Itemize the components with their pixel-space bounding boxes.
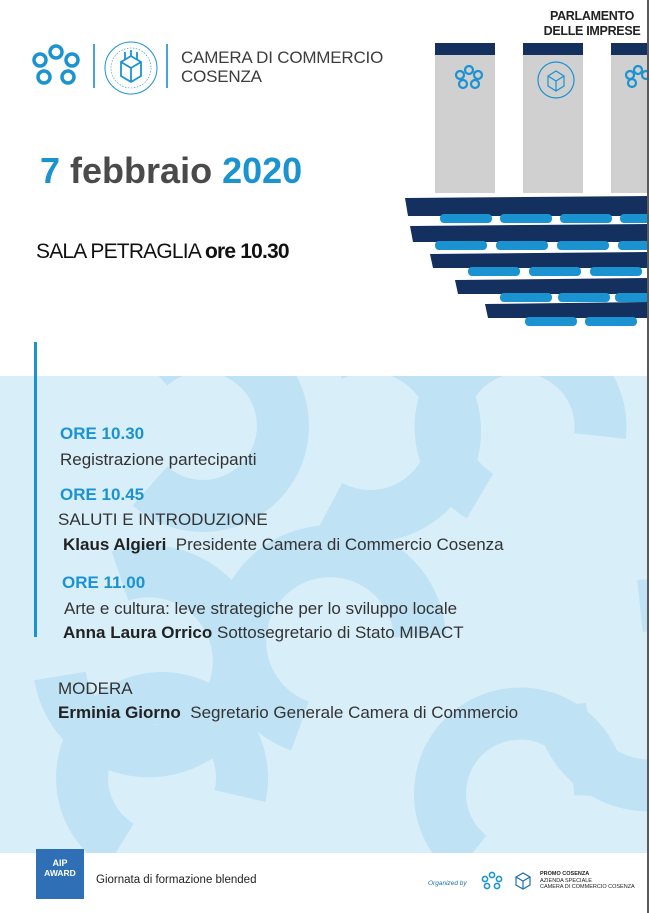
program-time-2: ORE 10.45 xyxy=(60,485,145,504)
program-time-3: ORE 11.00 xyxy=(62,573,146,592)
promo-flower-logo-icon xyxy=(481,871,503,891)
footer-tagline: Giornata di formazione blended xyxy=(96,874,257,886)
organization-name xyxy=(181,48,383,86)
chamber-flower-logo-icon xyxy=(30,42,82,88)
org-name-line2: COSENZA xyxy=(181,67,262,86)
venue-time: ore 10.30 xyxy=(204,240,289,263)
program-time-1: ORE 10.30 xyxy=(60,424,145,443)
promo-cosenza-text xyxy=(540,871,635,891)
speaker-name: Anna Laura Orrico xyxy=(63,623,213,642)
promo-line2: AZIENDA SPECIALE xyxy=(540,877,592,884)
moderator-name: Erminia Giorno xyxy=(58,703,181,722)
seating-rows xyxy=(405,196,649,326)
org-name-line1: CAMERA DI COMMERCIO xyxy=(181,48,384,67)
logo-divider xyxy=(93,44,95,88)
program-title-2: SALUTI E INTRODUZIONE xyxy=(58,510,268,529)
promo-line3: CAMERA DI COMMERCIO COSENZA xyxy=(540,884,635,890)
event-month: febbraio xyxy=(70,150,213,191)
promo-seal-icon xyxy=(512,870,534,892)
moderator-role: Segretario Generale Camera di Commercio xyxy=(190,703,519,722)
chamber-seal-icon xyxy=(103,40,159,96)
accent-bar xyxy=(34,342,37,637)
promo-line1: PROMO COSENZA xyxy=(540,871,590,877)
program-title-3: Arte e cultura: leve strategiche per lo sviluppo locale xyxy=(64,599,458,618)
speaker-role: Presidente Camera di Commercio Cosenza xyxy=(175,535,504,554)
award-line2: AWARD xyxy=(44,868,76,878)
speaker-role: Sottosegretario di Stato MIBACT xyxy=(217,623,464,642)
event-day: 7 xyxy=(40,150,61,191)
event-year: 2020 xyxy=(222,150,303,191)
speaker-name: Klaus Algieri xyxy=(63,535,167,554)
venue-room: SALA PETRAGLIA xyxy=(36,240,200,263)
parliament-line2: DELLE IMPRESE xyxy=(543,24,641,38)
parliament-illustration xyxy=(400,38,649,348)
award-line1: AIP xyxy=(52,858,68,868)
program-speaker-line-2 xyxy=(63,535,504,555)
logo-divider xyxy=(166,44,168,88)
program-speaker-line-3 xyxy=(63,623,464,643)
event-date xyxy=(40,150,302,192)
event-venue xyxy=(36,240,289,264)
moderator-line xyxy=(58,703,518,723)
organized-by-label: Organized by xyxy=(428,880,467,887)
parliament-line1: PARLAMENTO xyxy=(549,9,635,23)
aip-award-badge xyxy=(36,849,84,899)
parliament-label xyxy=(528,9,649,39)
moderator-label: MODERA xyxy=(58,679,133,698)
program-text-1: Registrazione partecipanti xyxy=(60,450,257,469)
